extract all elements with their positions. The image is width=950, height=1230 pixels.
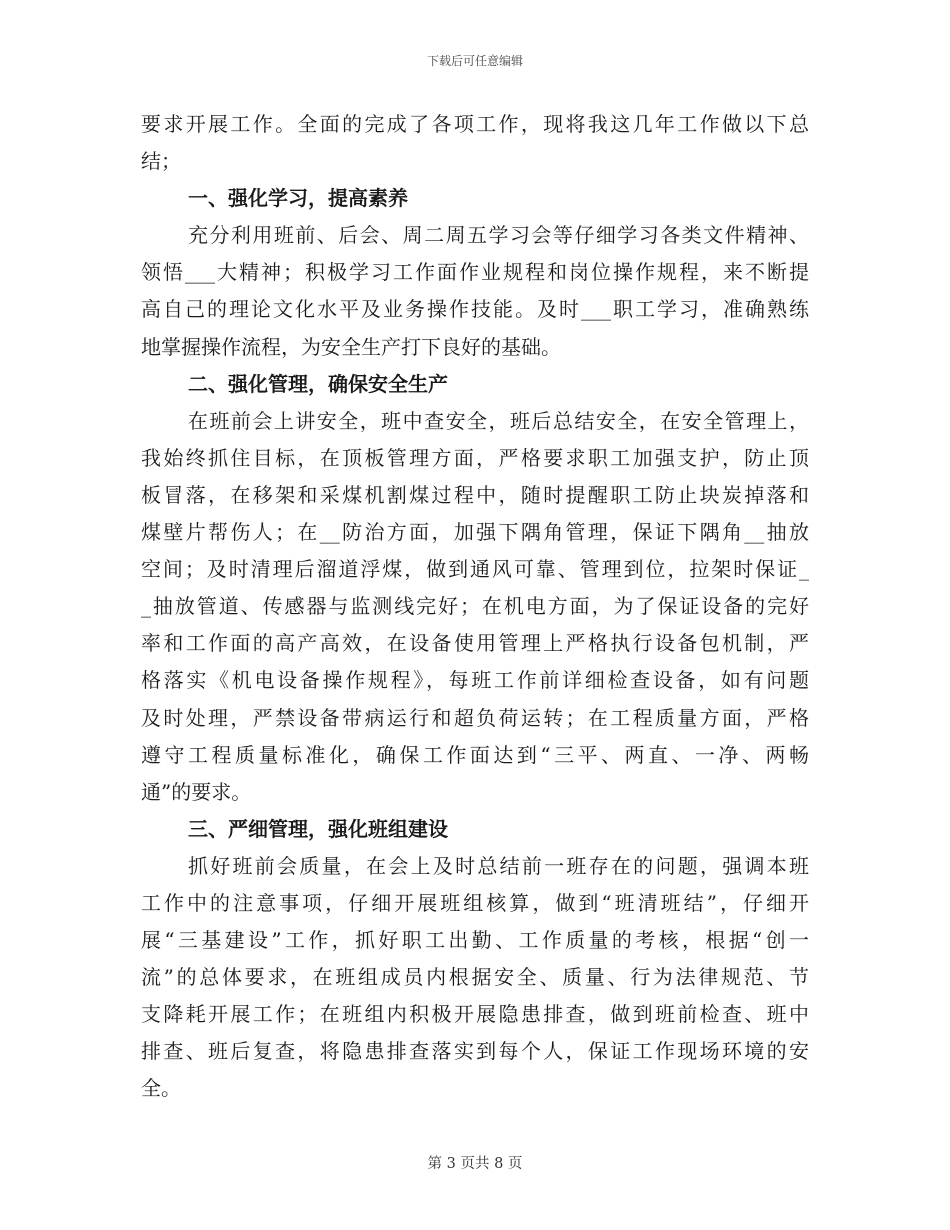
paragraph-line: 在班前会上讲安全，班中查安全，班后总结安全，在安全管理上， xyxy=(188,408,809,433)
document-body xyxy=(141,106,809,1108)
paragraph-line: 要求开展工作。全面的完成了各项工作，现将我这几年工作做以下总 xyxy=(141,112,809,136)
paragraph-line: 排查、班后复查，将隐患排查落实到每个人，保证工作现场环境的安 xyxy=(141,1039,809,1064)
paragraph-line: 全。 xyxy=(141,1076,181,1101)
paragraph-line: 高自己的理论文化水平及业务操作技能。及时___职工学习，准确熟练 xyxy=(141,297,809,322)
paragraph-line: 板冒落，在移架和采煤机割煤过程中，随时提醒职工防止块炭掉落和 xyxy=(141,482,809,507)
paragraph-line: 遵守工程质量标准化，确保工作面达到“三平、两直、一净、两畅 xyxy=(141,742,809,767)
paragraph-line: 空间；及时清理后溜道浮煤，做到通风可靠、管理到位，拉架时保证_ xyxy=(141,557,809,582)
section-heading: 三、严细管理，强化班组建设 xyxy=(188,816,448,841)
paragraph-line: 煤壁片帮伤人；在__防治方面，加强下隅角管理，保证下隅角__抽放 xyxy=(141,520,809,545)
paragraph-line: 地掌握操作流程，为安全生产打下良好的基础。 xyxy=(141,334,561,359)
section-heading: 一、强化学习，提高素养 xyxy=(188,186,408,211)
page-header: 下载后可任意编辑 xyxy=(426,54,523,68)
paragraph-line: _抽放管道、传感器与监测线完好；在机电方面，为了保证设备的完好 xyxy=(141,594,809,619)
paragraph-line: 通”的要求。 xyxy=(141,779,252,804)
paragraph-line: 我始终抓住目标，在顶板管理方面，严格要求职工加强支护，防止顶 xyxy=(141,445,809,470)
paragraph-line: 抓好班前会质量，在会上及时总结前一班存在的问题，强调本班 xyxy=(188,853,809,878)
paragraph-line: 展“三基建设”工作，抓好职工出勤、工作质量的考核，根据“创一 xyxy=(141,928,809,953)
paragraph-line: 工作中的注意事项，仔细开展班组核算，做到“班清班结”，仔细开 xyxy=(141,890,809,915)
paragraph-line: 充分利用班前、后会、周二周五学习会等仔细学习各类文件精神、 xyxy=(188,223,809,248)
section-heading: 二、强化管理，确保安全生产 xyxy=(188,371,448,396)
page-footer: 第 3 页共 8 页 xyxy=(427,1156,523,1172)
paragraph-line: 率和工作面的高产高效，在设备使用管理上严格执行设备包机制，严 xyxy=(141,631,809,656)
paragraph-line: 流”的总体要求，在班组成员内根据安全、质量、行为法律规范、节 xyxy=(141,965,809,990)
paragraph-line: 领悟___大精神；积极学习工作面作业规程和岗位操作规程，来不断提 xyxy=(141,260,809,285)
paragraph-line: 及时处理，严禁设备带病运行和超负荷运转；在工程质量方面，严格 xyxy=(141,705,809,730)
paragraph-line: 支降耗开展工作；在班组内积极开展隐患排查，做到班前检查、班中 xyxy=(141,1002,809,1027)
paragraph-line: 结； xyxy=(141,149,181,174)
paragraph-line: 格落实《机电设备操作规程》，每班工作前详细检查设备，如有问题 xyxy=(141,668,809,693)
